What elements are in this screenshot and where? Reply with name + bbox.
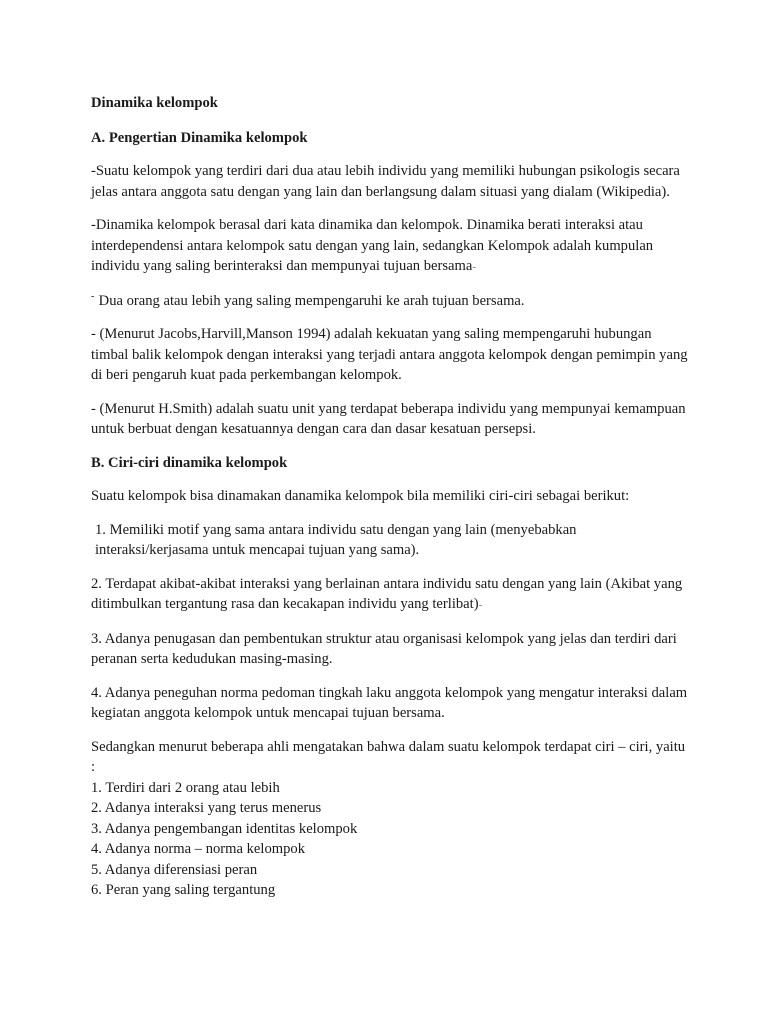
characteristic-item-2 [91,574,688,616]
document-title: Dinamika kelompok [91,95,218,111]
paragraph-definition-etymology [91,215,688,278]
paragraph-experts-intro: Sedangkan menurut beberapa ahli mengatakan bahwa dalam suatu kelompok terdapat ciri – ciri, yaitu : [91,738,686,775]
paragraph-definition-smith: - (Menurut H.Smith) adalah suatu unit yang terdapat beberapa individu yang mempunyai kemampuan untuk berbuat dengan kesatuannya dengan cara dan dasar kesatuan persepsi. [91,400,686,437]
characteristic-item-3: 3. Adanya penugasan dan pembentukan struktur atau organisasi kelompok yang jelas dan terdiri dari peranan serta kedudukan masing-masing. [91,630,677,667]
paragraph-definition-two-people [91,291,688,312]
section-a-heading: A. Pengertian Dinamika kelompok [91,129,308,146]
list-item: 2. Adanya interaksi yang terus menerus [91,800,322,816]
characteristic-item-4: 4. Adanya peneguhan norma pedoman tingkah laku anggota kelompok yang mengatur interaksi dalam kegiatan anggota kelompok untuk mencapai tujuan bersama. [91,684,688,721]
revision-mark: - [478,599,483,611]
experts-list [91,778,688,901]
characteristic-item-1: 1. Memiliki motif yang sama antara individu satu dengan yang lain (menyebabkan interaksi/kerjasama untuk mencapai tujuan yang sama). [95,521,577,558]
revision-mark: - [472,261,477,273]
paragraph-characteristics-intro: Suatu kelompok bisa dinamakan danamika kelompok bila memiliki ciri-ciri sebagai berikut: [91,488,630,504]
paragraph-definition-wikipedia: -Suatu kelompok yang terdiri dari dua atau lebih individu yang memiliki hubungan psikologis secara jelas antara anggota satu dengan yang lain dan berlangsung dalam situasi yang dialam (Wikipedia). [91,163,680,200]
bullet-mark: - [91,290,95,302]
list-item: 1. Terdiri dari 2 orang atau lebih [91,779,280,796]
section-b-heading: B. Ciri-ciri dinamika kelompok [91,454,288,471]
list-item: 3. Adanya pengembangan identitas kelompok [91,820,358,837]
list-item: 4. Adanya norma – norma kelompok [91,841,305,857]
list-item: 6. Peran yang saling tergantung [91,882,276,898]
paragraph-text: 2. Terdapat akibat-akibat interaksi yang berlainan antara individu satu dengan yang lain (Akibat yang ditimbulkan tergantung rasa dan kecakapan individu yang terlibat) [91,575,683,612]
paragraph-definition-jacobs: - (Menurut Jacobs,Harvill,Manson 1994) adalah kekuatan yang saling mempengaruhi hubungan timbal balik kelompok dengan interaksi yang terjadi antara anggota kelompok dengan pemimpin yang di beri pengaruh kuat pada perkembangan kelompok. [91,326,688,383]
paragraph-text: Dua orang atau lebih yang saling mempengaruhi ke arah tujuan bersama. [95,292,525,309]
paragraph-text: -Dinamika kelompok berasal dari kata dinamika dan kelompok. Dinamika berati interaksi atau interdependensi antara kelompok satu dengan yang lain, sedangkan Kelompok adalah kumpulan individu yang saling berinteraksi dan mempunyai tujuan bersama [91,217,654,274]
list-item: 5. Adanya diferensiasi peran [91,861,258,878]
